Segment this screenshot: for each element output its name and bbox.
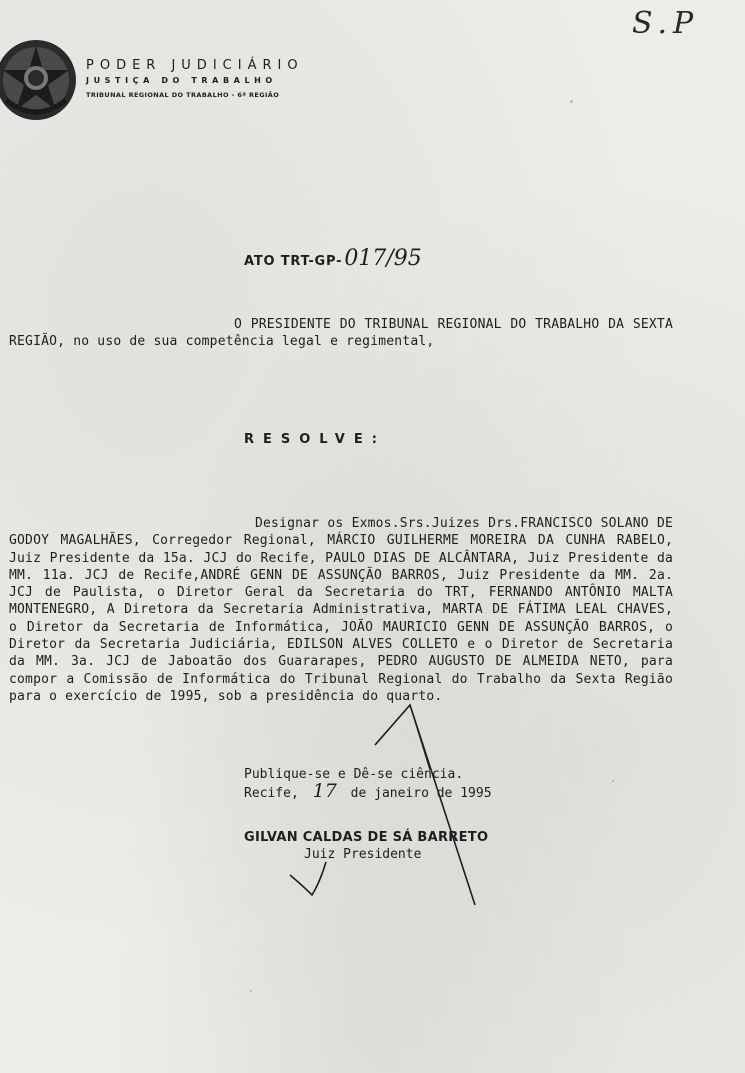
signatory-name: GILVAN CALDAS DE SÁ BARRETO <box>244 830 489 845</box>
resolve-heading: RESOLVE: <box>244 432 386 447</box>
act-title <box>244 246 422 271</box>
main-paragraph: Designar os Exmos.Srs.Juizes Drs.FRANCISCO SOLANO DE GODOY MAGALHÃES, Corregedor Regional, MÁRCIO GUILHERME MOREIRA DA CUNHA RABELO, Juiz Presidente da 15a. JCJ do Recife, PAULO DIAS DE ALCÂNTARA, Juiz Presidente da MM. 11a. JCJ de Recife,ANDRÉ GENN DE ASSUNÇÃO BARROS, Juiz Presidente da MM. 2a. JCJ de Paulista, o Diretor Geral da Secretaria do TRT, FERNANDO ANTÔNIO MALTA MONTENEGRO, A Diretora da Secretaria Administrativa, MARTA DE FÁTIMA LEAL CHAVES, o Diretor da Secretaria de Informática, JOÃO MAURICIO GENN DE ASSUNÇÃO BARROS, o Diretor da Secretaria Judiciária, EDILSON ALVES COLLETO e o Diretor de Secretaria da MM. 3a. JCJ de Jaboatão dos Guararapes, PEDRO AUGUSTO DE ALMEIDA NETO, para compor a Comissão de Informática do Tribunal Regional do Trabalho da Sexta Região para o exercício de 1995, sob a presidência do quarto. <box>9 516 673 704</box>
scan-speck <box>570 100 573 103</box>
publish-line: Publique-se e Dê-se ciência. <box>244 767 464 782</box>
handwritten-signature <box>280 650 520 920</box>
scan-speck <box>250 990 252 992</box>
brazil-coat-of-arms-icon <box>0 38 78 122</box>
signatory-role: Juiz Presidente <box>304 847 422 862</box>
org-line-labor-justice: JUSTIÇA DO TRABALHO <box>86 76 277 85</box>
scan-speck <box>612 780 614 782</box>
date-month-year: de janeiro de 1995 <box>350 786 492 801</box>
date-day-handwritten: 17 <box>312 780 337 802</box>
org-line-regional-court: TRIBUNAL REGIONAL DO TRABALHO - 6ª REGIÃO <box>86 91 280 99</box>
act-number-handwritten: 017/95 <box>344 246 422 271</box>
org-line-judiciary: PODER JUDICIÁRIO <box>86 58 304 73</box>
corner-handwritten-note: S.P <box>632 6 700 41</box>
act-title-printed: ATO TRT-GP- <box>244 254 343 269</box>
date-place: Recife, <box>244 786 299 801</box>
opening-paragraph: O PRESIDENTE DO TRIBUNAL REGIONAL DO TRABALHO DA SEXTA REGIÃO, no uso de sua competência legal e regimental, <box>9 317 673 349</box>
